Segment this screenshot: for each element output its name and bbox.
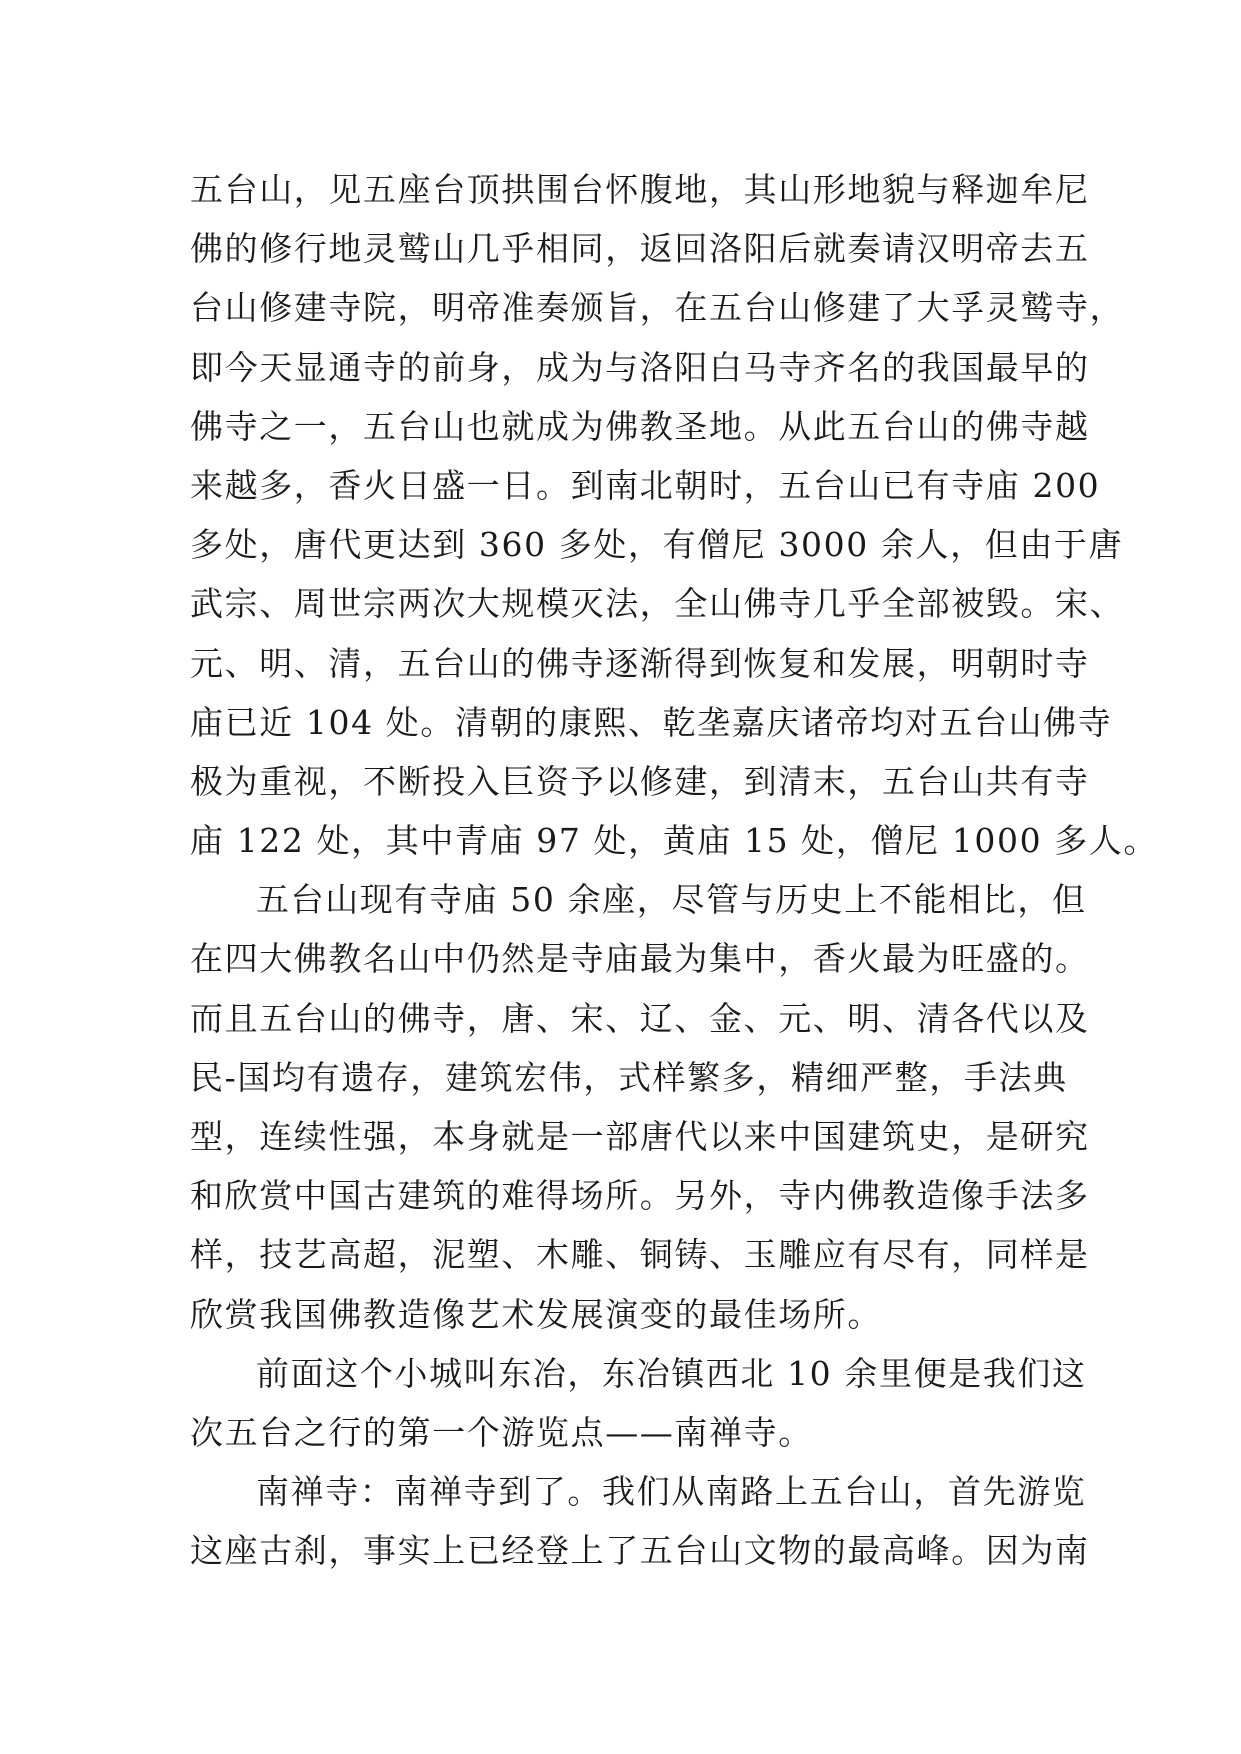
text-line: 佛的修行地灵鹫山几乎相同，返回洛阳后就奏请汉明帝去五	[190, 229, 1090, 269]
text-line: 而且五台山的佛寺，唐、宋、辽、金、元、明、清各代以及	[190, 998, 1090, 1038]
paragraph-1	[190, 160, 1159, 870]
text-line: 多处，唐代更达到 360 多处，有僧尼 3000 余人，但由于唐	[190, 525, 1124, 565]
text-line: 型，连续性强，本身就是一部唐代以来中国建筑史，是研究	[190, 1117, 1090, 1156]
document-body	[190, 160, 1159, 1581]
paragraph-4	[190, 1462, 1090, 1580]
text-line: 武宗、周世宗两次大规模灭法，全山佛寺几乎全部被毁。宋、	[190, 584, 1125, 624]
text-line: 在四大佛教名山中仍然是寺庙最为集中，香火最为旺盛的。	[190, 939, 1090, 979]
paragraph-3	[190, 1344, 1087, 1462]
text-line: 民-国均有遗存，建筑宏伟，式样繁多，精细严整，手法典	[190, 1057, 1068, 1097]
text-line: 佛寺之一，五台山也就成为佛教圣地。从此五台山的佛寺越	[190, 406, 1090, 446]
text-line: 和欣赏中国古建筑的难得场所。另外，寺内佛教造像手法多	[190, 1176, 1090, 1216]
text-line: 南禅寺：南禅寺到了。我们从南路上五台山，首先游览	[256, 1472, 1087, 1512]
paragraph-2	[190, 870, 1090, 1344]
text-line: 这座古刹，事实上已经登上了五台山文物的最高峰。因为南	[190, 1531, 1090, 1571]
text-line: 样，技艺高超，泥塑、木雕、铜铸、玉雕应有尽有，同样是	[190, 1235, 1090, 1275]
text-line: 极为重视，不断投入巨资予以修建，到清末，五台山共有寺	[190, 761, 1090, 801]
text-line: 前面这个小城叫东冶，东冶镇西北 10 余里便是我们这	[256, 1353, 1087, 1393]
text-line: 欣赏我国佛教造像艺术发展演变的最佳场所。	[190, 1294, 882, 1334]
text-line: 元、明、清，五台山的佛寺逐渐得到恢复和发展，明朝时寺	[190, 643, 1090, 683]
text-line: 台山修建寺院，明帝准奏颁旨，在五台山修建了大孚灵鹫寺，	[190, 288, 1125, 328]
text-line: 庙 122 处，其中青庙 97 处，黄庙 15 处，僧尼 1000 多人。	[190, 821, 1159, 861]
text-line: 五台山，见五座台顶拱围台怀腹地，其山形地貌与释迦牟尼	[190, 170, 1090, 209]
text-line: 五台山现有寺庙 50 余座，尽管与历史上不能相比，但	[256, 880, 1087, 920]
text-line: 来越多，香火日盛一日。到南北朝时，五台山已有寺庙 200	[190, 465, 1101, 505]
text-line: 即今天显通寺的前身，成为与洛阳白马寺齐名的我国最早的	[190, 347, 1090, 387]
text-line: 次五台之行的第一个游览点——南禅寺。	[190, 1412, 813, 1452]
text-line: 庙已近 104 处。清朝的康熙、乾垄嘉庆诸帝均对五台山佛寺	[190, 702, 1113, 742]
